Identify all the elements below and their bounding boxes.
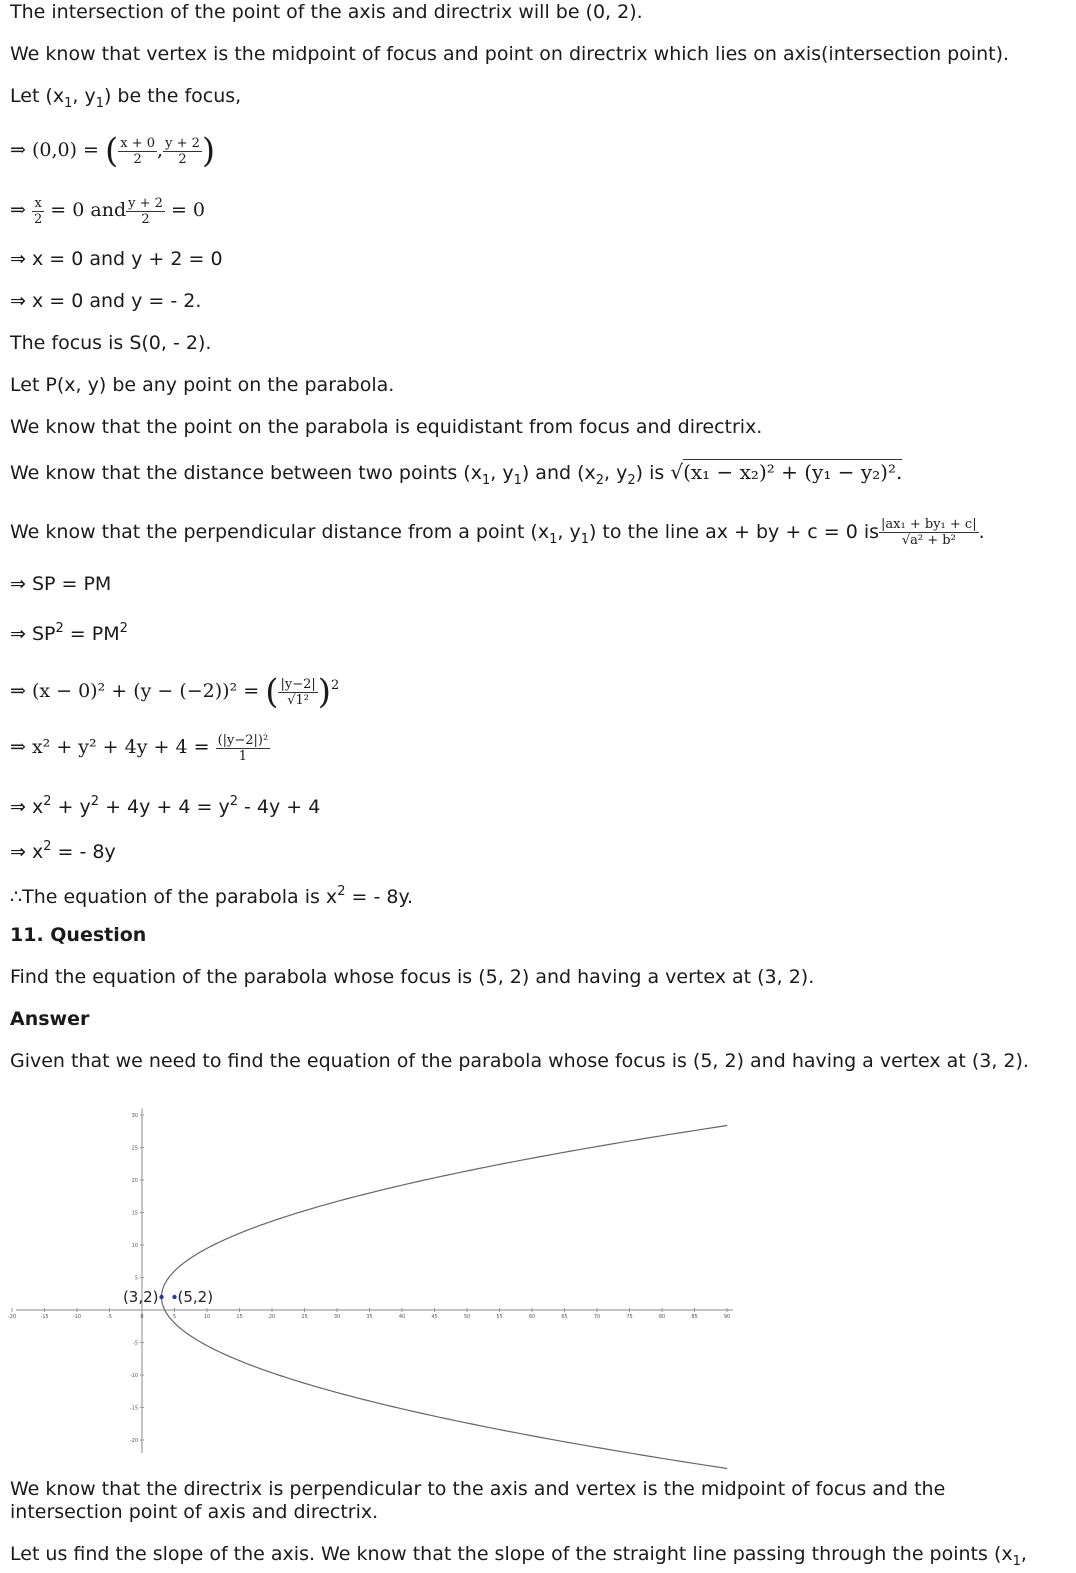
point-label: (3,2) — [122, 1288, 159, 1306]
x-tick-label: -20 — [7, 1314, 17, 1320]
text-line: ⇒ $x^2$ = - 8y — [10, 839, 116, 863]
y-tick-label: 30 — [131, 1113, 138, 1119]
text-line: ∴The equation of the parabola is $x^2$ = - 8y. — [10, 884, 414, 908]
answer-heading: Answer — [10, 1008, 90, 1030]
question-text: Find the equation of the parabola whose focus is (5, 2) and having a vertex at (3, 2). — [10, 966, 815, 988]
x-tick-label: 10 — [203, 1314, 211, 1320]
x-tick-label: 40 — [398, 1314, 406, 1320]
x-tick-label: 85 — [691, 1314, 698, 1320]
x-tick-label: -5 — [107, 1314, 112, 1320]
equation-components: ⇒ $\frac{x}{2}$ = 0 and $\frac{y + 2}{2}$ = 0 — [10, 195, 206, 227]
x-tick-label: -10 — [72, 1314, 82, 1320]
y-tick-label: -15 — [129, 1405, 138, 1412]
text-line: ⇒ $x^2 + y^2 + 4y + 4 = y^2 - 4y + 4$ — [10, 794, 321, 818]
text-line: ⇒ SP = PM — [10, 573, 112, 595]
x-tick-label: 50 — [463, 1314, 471, 1320]
point-label: (5,2) — [177, 1288, 214, 1306]
y-tick-label: 5 — [134, 1275, 138, 1282]
y-tick-label: 20 — [131, 1178, 138, 1184]
x-tick-label: 35 — [366, 1314, 373, 1320]
point-marker — [159, 1295, 163, 1299]
text-line: ⇒ x = 0 and y = - 2. — [10, 290, 202, 312]
parabola-graph — [0, 1085, 760, 1470]
x-tick-label: 60 — [528, 1314, 536, 1320]
x-tick-label: 20 — [268, 1314, 276, 1320]
x-tick-label: 80 — [658, 1314, 666, 1320]
x-tick-label: 75 — [626, 1314, 633, 1320]
slope-text: Let us find the slope of the axis. We know that the slope of the straight line passing through the points ($x_1$, — [10, 1543, 1027, 1569]
parabola-curve — [162, 1126, 731, 1469]
y-tick-label: 25 — [131, 1145, 138, 1152]
x-tick-label: 45 — [431, 1314, 438, 1320]
text-line: We know that the point on the parabola is equidistant from focus and directrix. — [10, 416, 763, 438]
x-tick-label: 5 — [172, 1314, 177, 1320]
equation-expanded: ⇒ x² + y² + 4y + 4 = $\frac{\text{(|y−2|)²}}{1}$ — [10, 732, 269, 764]
y-tick-label: 15 — [131, 1210, 138, 1217]
x-tick-label: 30 — [333, 1314, 341, 1320]
text-line: We know that the perpendicular distance from a point ($x_1$, $y_1$) to the line ax + by + c = 0 is $\frac{\text{|ax₁ + by₁ + c|}}{\text{√a² + b²}}$ . — [10, 517, 985, 548]
x-tick-label: -15 — [40, 1314, 49, 1320]
text-line: The focus is S(0, - 2). — [10, 332, 212, 354]
y-tick-label: 10 — [131, 1243, 138, 1249]
x-tick-label: 15 — [236, 1314, 243, 1320]
x-tick-label: 55 — [496, 1314, 503, 1320]
text-line: ⇒ x = 0 and y + 2 = 0 — [10, 248, 223, 270]
y-tick-label: -20 — [129, 1438, 138, 1444]
x-tick-label: 90 — [723, 1314, 731, 1320]
answer-text: Given that we need to find the equation of the parabola whose focus is (5, 2) and having a vertex at (3, 2). — [10, 1050, 1029, 1072]
point-marker — [172, 1295, 176, 1299]
question-heading: 11. Question — [10, 924, 147, 946]
x-tick-label: 65 — [561, 1314, 568, 1320]
y-tick-label: -5 — [133, 1340, 138, 1347]
text-line: We know that the distance between two points ($x_1$, $y_1$) and ($x_2$, $y_2$) is √(x₁ − x₂)² + (y₁ − y₂)². — [10, 460, 903, 488]
x-tick-label: 0 — [140, 1314, 144, 1320]
equation-distance: ⇒ (x − 0)² + (y − (−2))² = ( $\frac{|y-2|}{\text{√1²}}$ )$^2$ — [10, 672, 340, 712]
y-tick-label: -10 — [129, 1373, 138, 1379]
text-line: We know that vertex is the midpoint of focus and point on directrix which lies on axis(intersection point). — [10, 43, 1010, 65]
text-line: ⇒ $SP^2 = PM^2$ — [10, 621, 128, 645]
x-tick-label: 25 — [301, 1314, 308, 1320]
x-tick-label: 70 — [593, 1314, 601, 1320]
text-line: Let P(x, y) be any point on the parabola. — [10, 374, 395, 396]
directrix-text: We know that the directrix is perpendicular to the axis and vertex is the midpoint of focus and the intersection point of axis and directrix. — [10, 1478, 946, 1523]
text-line: The intersection of the point of the axis and directrix will be (0, 2). — [10, 1, 643, 23]
text-line: Let ($x_1$, $y_1$) be the focus, — [10, 85, 242, 111]
equation-midpoint: ⇒ (0,0) = ( $\frac{x + 0}{2}$ , $\frac{y + 2}{2}$ ) — [10, 131, 216, 171]
